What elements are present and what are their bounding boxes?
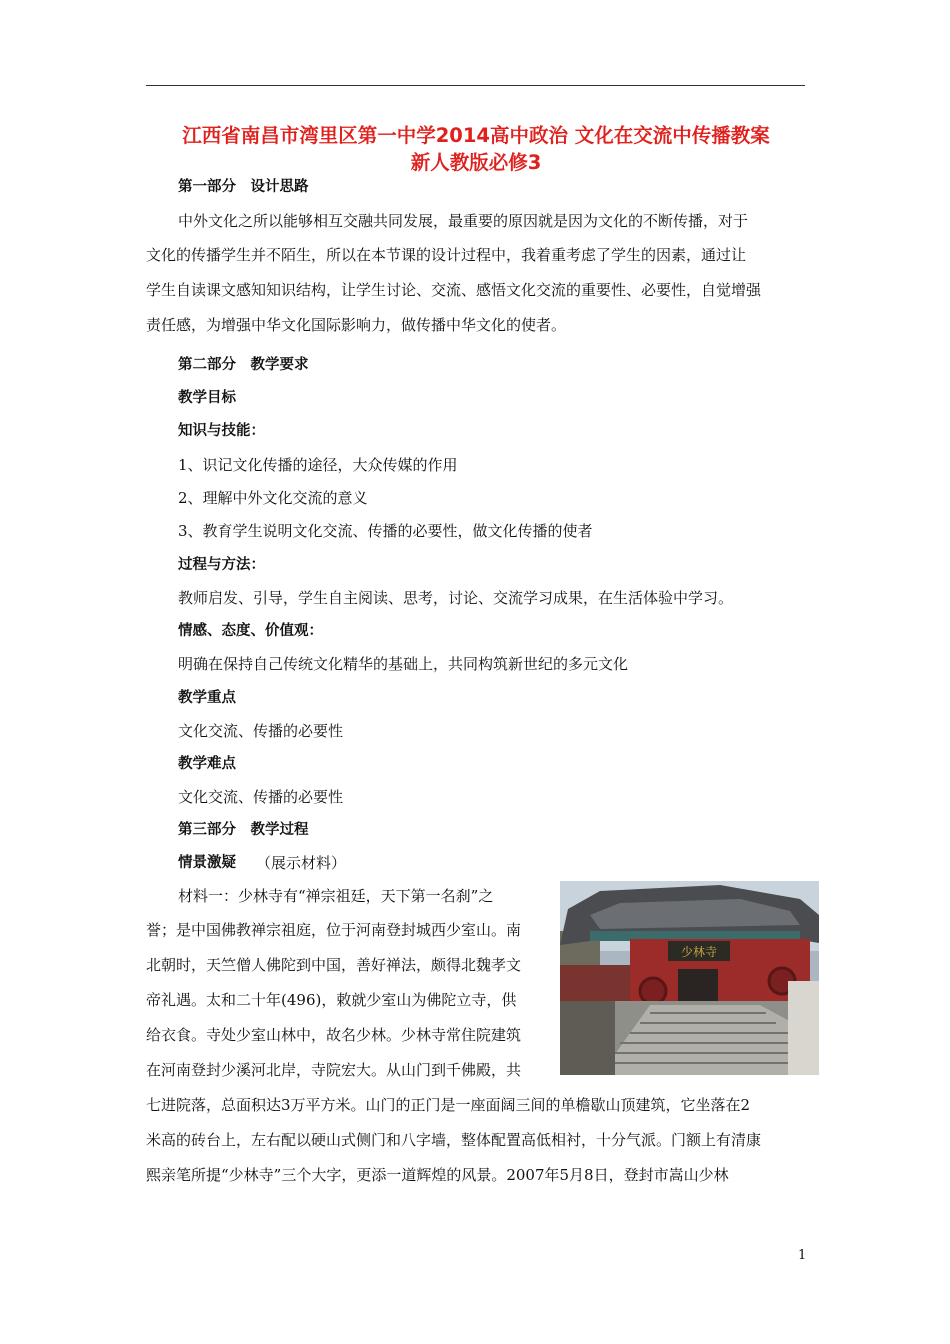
part1-line-4: 责任感，为增强中华文化国际影响力，做传播中华文化的使者。 [146, 316, 567, 334]
material-line-6: 在河南登封少溪河北岸，寺院宏大。从山门到千佛殿，共 [146, 1061, 522, 1079]
part1-line-2: 文化的传播学生并不陌生，所以在本节课的设计过程中，我着重考虑了学生的因素，通过让 [146, 246, 747, 264]
part3-heading: 第三部分 教学过程 [178, 822, 309, 838]
emotion-text: 明确在保持自己传统文化精华的基础上，共同构筑新世纪的多元文化 [178, 655, 629, 673]
temple-plaque: 少林寺 [680, 945, 718, 959]
key-point-text: 文化交流、传播的必要性 [178, 722, 344, 740]
shaolin-temple-photo [560, 881, 819, 1075]
process-text: 教师启发、引导，学生自主阅读、思考，讨论、交流学习成果，在生活体验中学习。 [178, 589, 734, 607]
emotion-heading: 情感、态度、价值观： [178, 623, 323, 639]
scene-note: （展示材料） [256, 854, 347, 872]
key-point-heading: 教学重点 [178, 690, 236, 706]
knowledge-item-1: 1、识记文化传播的途径，大众传媒的作用 [178, 456, 458, 474]
header-rule [146, 85, 805, 86]
material-line-3: 北朝时，天竺僧人佛陀到中国，善好禅法，颇得北魏孝文 [146, 956, 522, 974]
part1-line-3: 学生自读课文感知知识结构，让学生讨论、交流、感悟文化交流的重要性、必要性，自觉增强 [146, 281, 762, 299]
knowledge-heading: 知识与技能： [178, 423, 265, 439]
part2-heading: 第二部分 教学要求 [178, 357, 309, 373]
material-line-4: 帝礼遇。太和二十年(496)，敕就少室山为佛陀立寺，供 [146, 991, 517, 1009]
knowledge-item-3: 3、教育学生说明文化交流、传播的必要性，做文化传播的使者 [178, 522, 593, 540]
process-heading: 过程与方法： [178, 557, 265, 573]
material-line-1: 材料一：少林寺有“禅宗祖廷，天下第一名刹”之 [178, 887, 494, 905]
document-title-line-2: 新人教版必修3 [410, 151, 542, 174]
difficulty-heading: 教学难点 [178, 756, 236, 772]
part1-heading: 第一部分 设计思路 [178, 179, 309, 195]
material-line-9: 熙亲笔所提“少林寺”三个大字，更添一道辉煌的风景。2007年5月8日，登封市嵩山少林 [146, 1166, 729, 1184]
material-line-2: 誉；是中国佛教禅宗祖庭，位于河南登封城西少室山。南 [146, 921, 522, 939]
material-line-5: 给衣食。寺处少室山林中，故名少林。少林寺常住院建筑 [146, 1026, 522, 1044]
difficulty-text: 文化交流、传播的必要性 [178, 788, 344, 806]
page-number: 1 [798, 1248, 807, 1263]
part1-line-1: 中外文化之所以能够相互交融共同发展，最重要的原因就是因为文化的不断传播，对于 [178, 212, 749, 230]
knowledge-item-2: 2、理解中外文化交流的意义 [178, 489, 368, 507]
material-line-7: 七进院落，总面积达3万平方米。山门的正门是一座面阔三间的单檐歇山顶建筑，它坐落在2 [146, 1096, 751, 1114]
goals-heading: 教学目标 [178, 390, 236, 406]
document-title-line-1: 江西省南昌市湾里区第一中学2014高中政治 文化在交流中传播教案 [182, 124, 770, 147]
material-line-8: 米高的砖台上，左右配以硬山式侧门和八字墙，整体配置高低相衬，十分气派。门额上有清康 [146, 1131, 762, 1149]
scene-heading: 情景激疑 [178, 855, 236, 871]
